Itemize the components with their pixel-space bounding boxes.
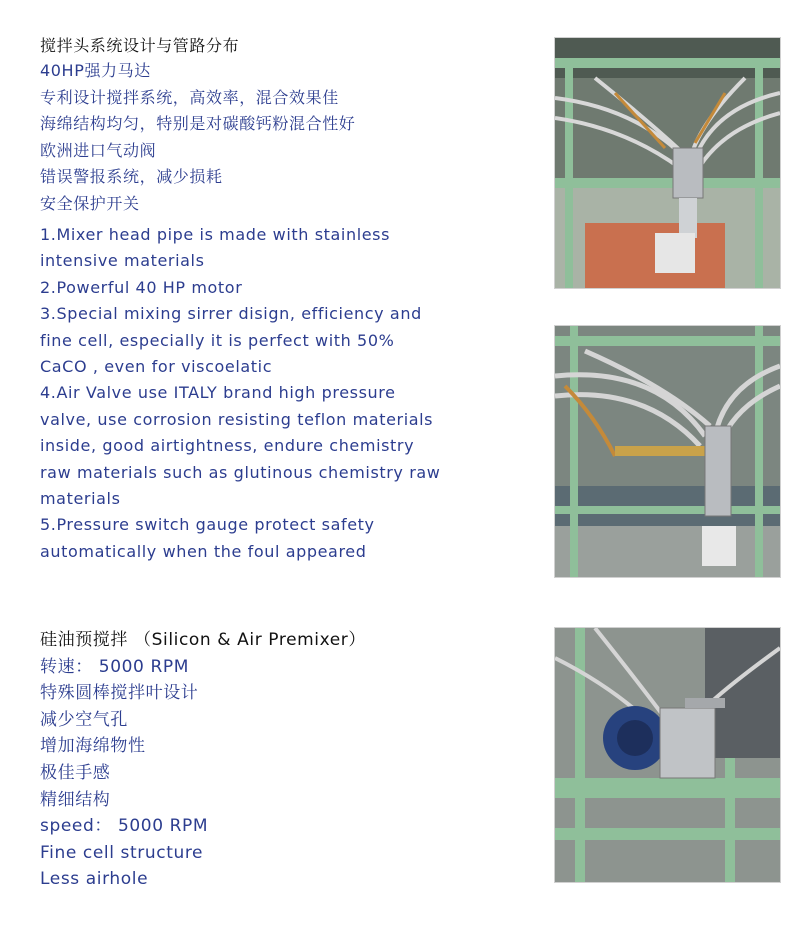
section1-en-line: 3.Special mixing sirrer disign, efficiency and xyxy=(40,304,422,324)
section1-en-line: valve, use corrosion resisting teflon materials xyxy=(40,409,434,429)
section1-en-line: materials xyxy=(40,488,121,508)
section1-en-line: 2.Powerful 40 HP motor xyxy=(40,277,243,297)
section1-en-line: inside, good airtightness, endure chemistry xyxy=(40,436,415,456)
section2-line: 极佳手感 xyxy=(40,762,111,783)
air-valve-photo xyxy=(555,326,780,577)
section1-cn-line: 40HP强力马达 xyxy=(40,61,151,80)
section2-line: 增加海绵物性 xyxy=(40,736,146,757)
section1-en-line: fine cell, especially it is perfect with 50% xyxy=(40,330,395,350)
section1-en-line: intensive materials xyxy=(40,251,205,271)
section1-en-block xyxy=(40,222,440,565)
section2-title: 硅油预搅拌 （Silicon & Air Premixer） xyxy=(40,630,366,650)
section2-line: speed： 5000 RPM xyxy=(40,816,209,837)
section1-cn-line: 安全保护开关 xyxy=(40,193,140,213)
section1-cn-line: 欧洲进口气动阀 xyxy=(40,140,157,160)
section2-block xyxy=(40,627,366,893)
premixer-photo xyxy=(555,628,780,882)
section2-line: Fine cell structure xyxy=(40,842,204,863)
section1-en-line: automatically when the foul appeared xyxy=(40,541,367,561)
section1-title: 搅拌头系统设计与管路分布 xyxy=(40,36,240,55)
section1-en-line: 1.Mixer head pipe is made with stainless xyxy=(40,225,391,244)
section2-line: 减少空气孔 xyxy=(40,709,128,730)
mixer-head-photo xyxy=(555,38,780,288)
section2-line: 特殊圆棒搅拌叶设计 xyxy=(40,683,199,704)
section1-cn-line: 专利设计搅拌系统，高效率，混合效果佳 xyxy=(40,87,339,107)
section1-en-line: raw materials such as glutinous chemistry raw xyxy=(40,462,441,482)
section1-en-line: 5.Pressure switch gauge protect safety xyxy=(40,515,375,535)
section1-cn-line: 海绵结构均匀，特别是对碳酸钙粉混合性好 xyxy=(40,114,356,133)
section2-line: Less airhole xyxy=(40,869,149,890)
section2-line: 精细结构 xyxy=(40,789,111,810)
section2-line: 转速： 5000 RPM xyxy=(40,656,190,677)
section1-cn-line: 错误警报系统，减少损耗 xyxy=(40,167,223,186)
section1-cn-block xyxy=(40,34,355,217)
section1-en-line: 4.Air Valve use ITALY brand high pressure xyxy=(40,383,396,403)
section1-en-line: CaCO , even for viscoelatic xyxy=(40,356,273,376)
